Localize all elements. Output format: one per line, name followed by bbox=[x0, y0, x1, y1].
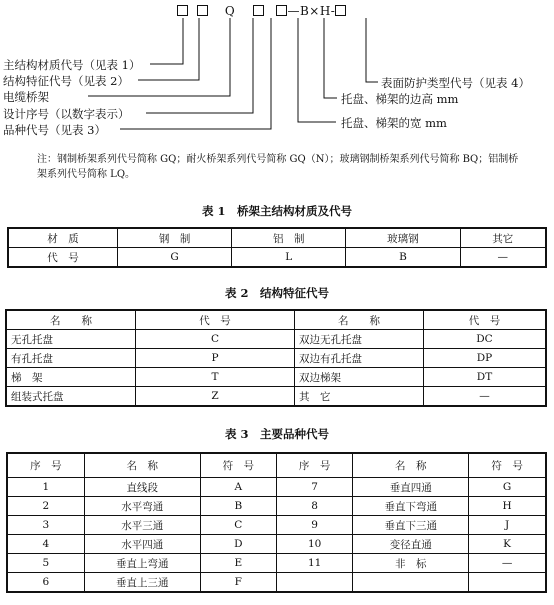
table3-cell: 垂直下弯通 bbox=[353, 497, 469, 516]
code-q: Q bbox=[224, 4, 236, 18]
table3-header: 符 号 bbox=[200, 453, 276, 478]
label-edge-height: 托盘、梯架的边高 mm bbox=[341, 92, 459, 106]
table3-cell: J bbox=[469, 516, 546, 535]
note bbox=[37, 152, 552, 182]
table3-cell: A bbox=[200, 478, 276, 497]
table2-cell: P bbox=[136, 349, 295, 368]
label-width: 托盘、梯架的宽 mm bbox=[341, 116, 447, 130]
table3-cell bbox=[353, 573, 469, 593]
table2-header-row bbox=[6, 310, 546, 330]
table3-cell: — bbox=[469, 554, 546, 573]
table3-cell: 变径直通 bbox=[353, 535, 469, 554]
table1-cell: 代 号 bbox=[8, 248, 118, 268]
table2-cell: T bbox=[136, 368, 295, 387]
table-row bbox=[6, 368, 546, 387]
table3-cell: 10 bbox=[276, 535, 352, 554]
table3-header: 序 号 bbox=[276, 453, 352, 478]
table2-cell: 双边无孔托盘 bbox=[295, 330, 424, 349]
table2-cell: Z bbox=[136, 387, 295, 407]
table3-cell bbox=[469, 573, 546, 593]
table1-header: 其它 bbox=[460, 228, 546, 248]
table3-header-row bbox=[7, 453, 546, 478]
table3-cell: H bbox=[469, 497, 546, 516]
table1-caption: 表 1 桥架主结构材质及代号 bbox=[201, 204, 352, 218]
table3-cell: 8 bbox=[276, 497, 352, 516]
table1-header: 铝 制 bbox=[232, 228, 346, 248]
table2-header: 代 号 bbox=[424, 310, 547, 330]
label-design-serial: 设计序号（以数字表示） bbox=[3, 107, 130, 121]
table1-header: 钢 制 bbox=[118, 228, 232, 248]
label-structure-feature: 结构特征代号（见表 2） bbox=[3, 74, 129, 88]
table-row bbox=[7, 497, 546, 516]
table1-header-row bbox=[8, 228, 546, 248]
label-surface-protection: 表面防护类型代号（见表 4） bbox=[381, 76, 530, 90]
table2-header: 名 称 bbox=[295, 310, 424, 330]
table2-cell: 双边有孔托盘 bbox=[295, 349, 424, 368]
table-row bbox=[7, 516, 546, 535]
table3-cell: C bbox=[200, 516, 276, 535]
table3-cell: 1 bbox=[7, 478, 84, 497]
label-cable-tray: 电缆桥架 bbox=[3, 90, 49, 104]
table3-cell: D bbox=[200, 535, 276, 554]
table-row bbox=[7, 573, 546, 593]
table2-cell: — bbox=[424, 387, 547, 407]
table2-header: 代 号 bbox=[136, 310, 295, 330]
table3-cell: 垂直四通 bbox=[353, 478, 469, 497]
table2-cell: 有孔托盘 bbox=[6, 349, 136, 368]
table2-header: 名 称 bbox=[6, 310, 136, 330]
table3-cell: 9 bbox=[276, 516, 352, 535]
table2-cell: DP bbox=[424, 349, 547, 368]
table1-header: 玻璃钢 bbox=[346, 228, 460, 248]
table3-cell: 5 bbox=[7, 554, 84, 573]
table1-cell: B bbox=[346, 248, 460, 268]
table3-cell: 2 bbox=[7, 497, 84, 516]
table3-header: 序 号 bbox=[7, 453, 84, 478]
table-row bbox=[8, 248, 546, 268]
table3-cell: 垂直上三通 bbox=[84, 573, 200, 593]
table3-cell: 垂直下三通 bbox=[353, 516, 469, 535]
table3-cell: 3 bbox=[7, 516, 84, 535]
table-row bbox=[6, 387, 546, 407]
table1-cell: L bbox=[232, 248, 346, 268]
table3-cell: B bbox=[200, 497, 276, 516]
table3-header: 名 称 bbox=[353, 453, 469, 478]
table2-cell: 无孔托盘 bbox=[6, 330, 136, 349]
table3 bbox=[6, 452, 547, 593]
note-line-1: 注：钢制桥架系列代号简称 GQ；耐火桥架系列代号简称 GQ（N）；玻璃钢制桥架系列代号简称 BQ；铝制桥 bbox=[37, 154, 519, 165]
label-main-material: 主结构材质代号（见表 1） bbox=[3, 58, 141, 72]
table-row bbox=[6, 349, 546, 368]
table2-cell: DT bbox=[424, 368, 547, 387]
table3-cell: 水平三通 bbox=[84, 516, 200, 535]
table3-cell bbox=[276, 573, 352, 593]
table-row bbox=[7, 554, 546, 573]
table3-header: 名 称 bbox=[84, 453, 200, 478]
table2-cell: 梯 架 bbox=[6, 368, 136, 387]
table3-caption: 表 3 主要品种代号 bbox=[224, 427, 329, 441]
table1 bbox=[7, 227, 547, 268]
table3-cell: 水平四通 bbox=[84, 535, 200, 554]
table2-cell: 组装式托盘 bbox=[6, 387, 136, 407]
table3-cell: 4 bbox=[7, 535, 84, 554]
table3-cell: 非 标 bbox=[353, 554, 469, 573]
table3-cell: 直线段 bbox=[84, 478, 200, 497]
table3-cell: 6 bbox=[7, 573, 84, 593]
table2-cell: 双边梯架 bbox=[295, 368, 424, 387]
table3-header: 符 号 bbox=[469, 453, 546, 478]
table1-header: 材 质 bbox=[8, 228, 118, 248]
table2-cell: C bbox=[136, 330, 295, 349]
table-row bbox=[7, 478, 546, 497]
table3-cell: 水平弯通 bbox=[84, 497, 200, 516]
table3-cell: G bbox=[469, 478, 546, 497]
table1-cell: G bbox=[118, 248, 232, 268]
table3-cell: 11 bbox=[276, 554, 352, 573]
table3-cell: 7 bbox=[276, 478, 352, 497]
table3-cell: 垂直上弯通 bbox=[84, 554, 200, 573]
table-row bbox=[6, 330, 546, 349]
table3-cell: K bbox=[469, 535, 546, 554]
table3-cell: E bbox=[200, 554, 276, 573]
table2-caption: 表 2 结构特征代号 bbox=[224, 286, 329, 300]
table2-cell: 其 它 bbox=[295, 387, 424, 407]
table1-cell: — bbox=[460, 248, 546, 268]
table3-cell: F bbox=[200, 573, 276, 593]
note-line-2: 架系列代号简称 LQ。 bbox=[37, 169, 136, 180]
table-row bbox=[7, 535, 546, 554]
code-dimensions: —B×H- bbox=[287, 4, 336, 18]
label-variety-code: 品种代号（见表 3） bbox=[3, 123, 106, 137]
table2-cell: DC bbox=[424, 330, 547, 349]
table2 bbox=[5, 309, 547, 407]
